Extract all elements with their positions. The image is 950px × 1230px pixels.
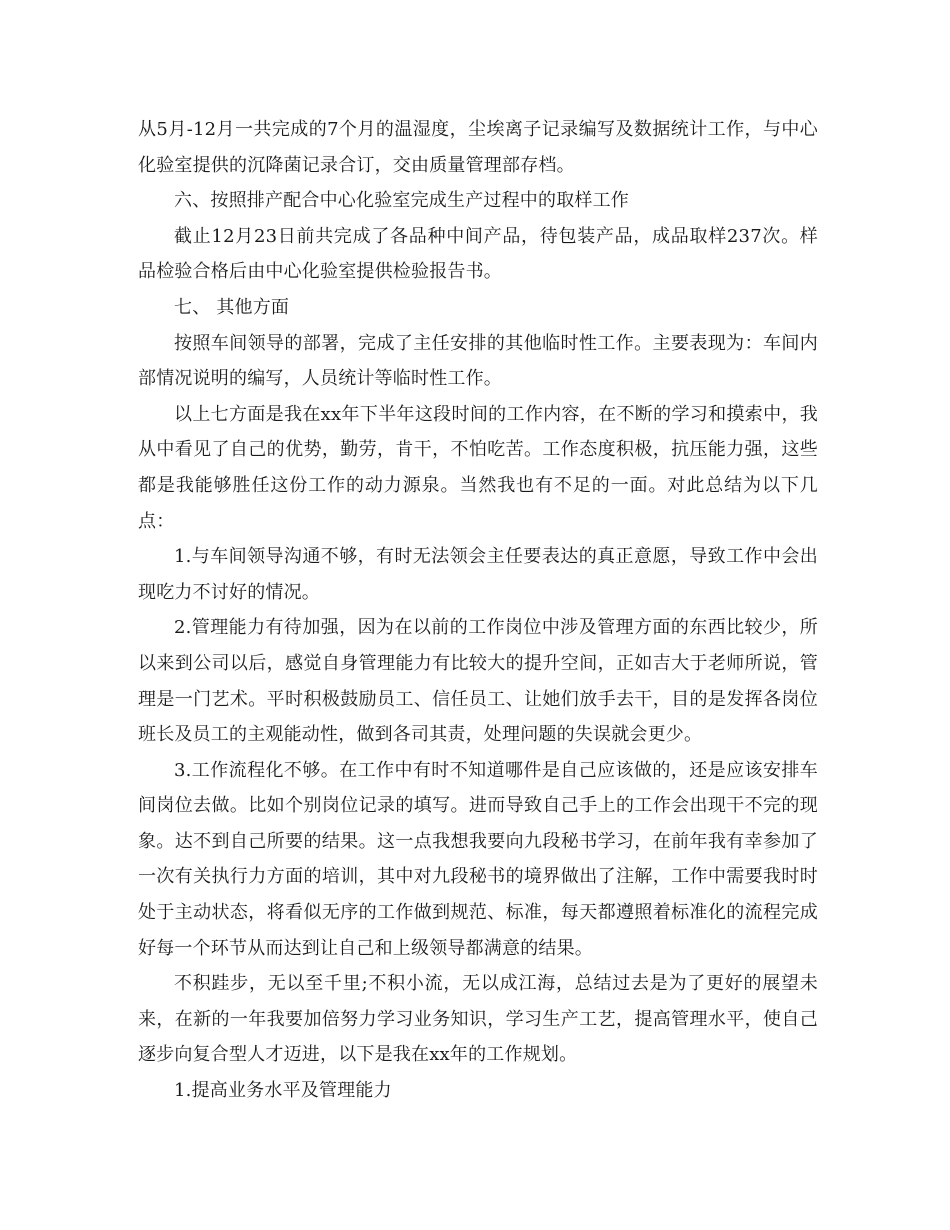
list-item-3: 3.工作流程化不够。在工作中有时不知道哪件是自己应该做的，还是应该安排车间岗位去做。比如个别岗位记录的填写。进而导致自己手上的工作会出现干不完的现象。达不到自己所要的结果。这一点我想我要向九段秘书学习，在前年我有幸参加了一次有关执行力方面的培训，其中对九段秘书的境界做出了注解，工作中需要我时时处于主动状态，将看似无序的工作做到规范、标准，每天都遵照着标准化的流程完成好每一个环节从而达到让自己和上级领导都满意的结果。 [138, 759, 818, 959]
paragraph-5: 按照车间领导的部署，完成了主任安排的其他临时性工作。主要表现为：车间内部情况说明的编写，人员统计等临时性工作。 [138, 332, 818, 390]
paragraph-6: 以上七方面是我在xx年下半年这段时间的工作内容，在不断的学习和摸索中，我从中看见了自己的优势，勤劳，肯干，不怕吃苦。工作态度积极，抗压能力强，这些都是我能够胜任这份工作的动力源泉。当然我也有不足的一面。对此总结为以下几点： [138, 403, 818, 532]
paragraph-3: 截止12月23日前共完成了各品种中间产品，待包装产品，成品取样237次。样品检验合格后由中心化验室提供检验报告书。 [138, 225, 818, 283]
paragraph-1: 从5月-12月一共完成的7个月的温湿度，尘埃离子记录编写及数据统计工作，与中心化验室提供的沉降菌记录合订，交由质量管理部存档。 [138, 119, 818, 176]
section-heading-7: 七、 其他方面 [174, 296, 290, 318]
section-heading-6: 六、按照排产配合中心化验室完成生产过程中的取样工作 [174, 190, 629, 212]
plan-item-1: 1.提高业务水平及管理能力 [174, 1080, 392, 1102]
document-page [138, 112, 818, 1109]
paragraph-10: 不积跬步，无以至千里;不积小流，无以成江海，总结过去是为了更好的展望未来，在新的一年我要加倍努力学习业务知识，学习生产工艺，提高管理水平，使自己逐步向复合型人才迈进，以下是我在xx年的工作规划。 [138, 973, 818, 1066]
list-item-1: 1.与车间领导沟通不够，有时无法领会主任要表达的真正意愿，导致工作中会出现吃力不讨好的情况。 [138, 546, 818, 603]
list-item-2: 2.管理能力有待加强，因为在以前的工作岗位中涉及管理方面的东西比较少，所以来到公司以后，感觉自身管理能力有比较大的提升空间，正如吉大于老师所说，管理是一门艺术。平时积极鼓励员工、信任员工、让她们放手去干，目的是发挥各岗位班长及员工的主观能动性，做到各司其责，处理问题的失误就会更少。 [138, 617, 818, 746]
